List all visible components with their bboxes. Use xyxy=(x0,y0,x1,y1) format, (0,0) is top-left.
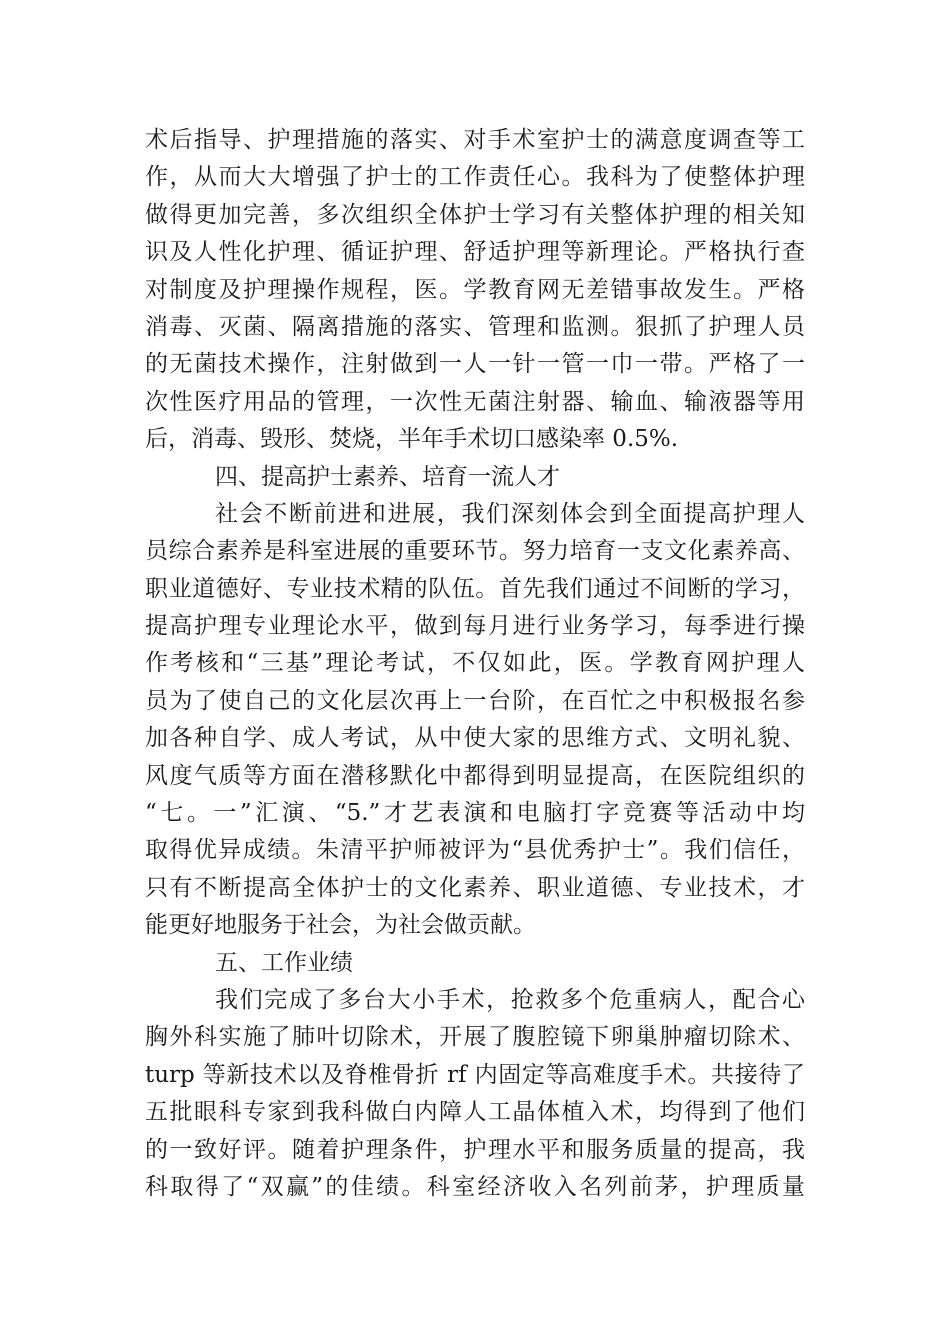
text-line: 作考核和“三基”理论考试，不仅如此，医。学教育网护理人 xyxy=(145,650,805,677)
text-line: 科取得了“双赢”的佳绩。科室经济收入名列前茅，护理质量 xyxy=(145,1173,805,1200)
text-line: 提高护理专业理论水平，做到每月进行业务学习，每季进行操 xyxy=(145,613,805,640)
text-line: 能更好地服务于社会，为社会做贡献。 xyxy=(145,912,536,939)
text-line: 员为了使自己的文化层次再上一台阶，在百忙之中积极报名参 xyxy=(145,687,805,714)
text-line: turp 等新技术以及脊椎骨折 rf 内固定等高难度手术。共接待了 xyxy=(145,1061,805,1088)
text-line: 次性医疗用品的管理，一次性无菌注射器、输血、输液器等用 xyxy=(145,388,805,415)
text-line: 员综合素养是科室进展的重要环节。努力培育一支文化素养高、 xyxy=(145,538,805,565)
text-line: 职业道德好、专业技术精的队伍。首先我们通过不间断的学习， xyxy=(145,575,805,602)
text-line: “七。一”汇演、“5.”才艺表演和电脑打字竞赛等活动中均 xyxy=(145,800,805,827)
text-line: 我们完成了多台大小手术，抢救多个危重病人，配合心 xyxy=(215,986,805,1013)
text-line: 消毒、灭菌、隔离措施的落实、管理和监测。狠抓了护理人员 xyxy=(145,313,805,340)
text-line: 的无菌技术操作，注射做到一人一针一管一巾一带。严格了一 xyxy=(145,351,805,378)
text-line: 只有不断提高全体护士的文化素养、职业道德、专业技术，才 xyxy=(145,874,805,901)
section-heading: 五、工作业绩 xyxy=(215,949,353,976)
document-body xyxy=(145,122,805,1206)
text-line: 的一致好评。随着护理条件，护理水平和服务质量的提高，我 xyxy=(145,1136,805,1163)
text-line: 加各种自学、成人考试，从中使大家的思维方式、文明礼貌、 xyxy=(145,725,805,752)
text-line: 取得优异成绩。朱清平护师被评为“县优秀护士”。我们信任， xyxy=(145,837,805,864)
text-line: 识及人性化护理、循证护理、舒适护理等新理论。严格执行查 xyxy=(145,239,805,266)
text-line: 胸外科实施了肺叶切除术，开展了腹腔镜下卵巢肿瘤切除术、 xyxy=(145,1024,805,1051)
text-line: 术后指导、护理措施的落实、对手术室护士的满意度调查等工 xyxy=(145,127,805,153)
section-heading: 四、提高护士素养、培育一流人才 xyxy=(215,463,560,490)
text-line: 后，消毒、毁形、焚烧，半年手术切口感染率 0.5%. xyxy=(145,426,679,453)
text-line: 对制度及护理操作规程，医。学教育网无差错事故发生。严格 xyxy=(145,276,805,303)
text-line: 五批眼科专家到我科做白内障人工晶体植入术，均得到了他们 xyxy=(145,1099,805,1126)
text-line: 社会不断前进和进展，我们深刻体会到全面提高护理人 xyxy=(215,500,805,527)
text-line: 作，从而大大增强了护士的工作责任心。我科为了使整体护理 xyxy=(145,164,805,191)
text-line: 风度气质等方面在潜移默化中都得到明显提高，在医院组织的 xyxy=(145,762,805,789)
text-line: 做得更加完善，多次组织全体护士学习有关整体护理的相关知 xyxy=(145,201,805,228)
